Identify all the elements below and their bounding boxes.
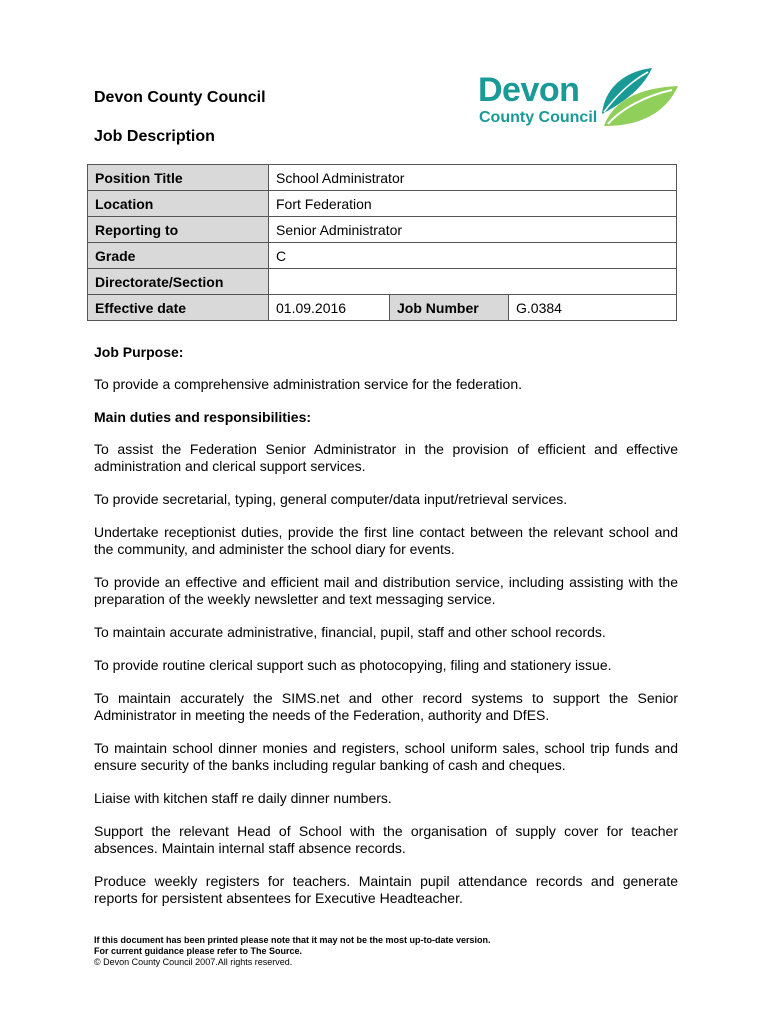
footer-version-note: If this document has been printed please note that it may not be the most up-to-date version. xyxy=(94,935,491,945)
duty-item: To assist the Federation Senior Administrator in the provision of efficient and effective administration and clerical support services. xyxy=(94,441,678,474)
table-row xyxy=(88,243,677,269)
reporting-to-value: Senior Administrator xyxy=(269,217,677,243)
leaf-icon xyxy=(594,64,680,134)
job-purpose-text: To provide a comprehensive administration service for the federation. xyxy=(94,376,522,392)
grade-value: C xyxy=(269,243,677,269)
organisation-name: Devon County Council xyxy=(94,89,266,106)
reporting-to-label: Reporting to xyxy=(88,217,269,243)
effective-date-label: Effective date xyxy=(88,295,269,321)
devon-county-council-logo xyxy=(476,64,686,134)
table-row xyxy=(88,295,677,321)
job-description-body xyxy=(94,344,678,907)
document-footer xyxy=(94,935,491,968)
location-label: Location xyxy=(88,191,269,217)
table-row xyxy=(88,165,677,191)
duty-item: Undertake receptionist duties, provide the first line contact between the relevant school and the community, and administer the school diary for events. xyxy=(94,524,678,557)
directorate-label: Directorate/Section xyxy=(88,269,269,295)
duty-item: Produce weekly registers for teachers. Maintain pupil attendance records and generate reports for persistent absentees for Executive Headteacher. xyxy=(94,873,678,906)
grade-label: Grade xyxy=(88,243,269,269)
logo-main-text: Devon xyxy=(478,71,580,109)
document-title: Job Description xyxy=(94,128,215,145)
footer-guidance-note: For current guidance please refer to The Source. xyxy=(94,946,303,956)
footer-copyright: © Devon County Council 2007.All rights reserved. xyxy=(94,957,293,967)
duty-item: To maintain school dinner monies and registers, school uniform sales, school trip funds and ensure security of the banks including regular banking of cash and cheques. xyxy=(94,740,678,773)
logo-sub-text: County Council xyxy=(479,109,598,126)
position-title-label: Position Title xyxy=(88,165,269,191)
position-title-value: School Administrator xyxy=(269,165,677,191)
job-purpose-heading: Job Purpose: xyxy=(94,344,184,360)
duty-item: Liaise with kitchen staff re daily dinner numbers. xyxy=(94,790,392,806)
duty-item: To maintain accurate administrative, financial, pupil, staff and other school records. xyxy=(94,624,606,640)
duty-item: To provide an effective and efficient mail and distribution service, including assisting with the preparation of the weekly newsletter and text messaging service. xyxy=(94,574,678,607)
job-number-value: G.0384 xyxy=(509,295,677,321)
duty-item: To provide routine clerical support such as photocopying, filing and stationery issue. xyxy=(94,657,612,673)
table-row xyxy=(88,191,677,217)
directorate-value xyxy=(269,269,677,295)
duty-item: Support the relevant Head of School with the organisation of supply cover for teacher absences. Maintain internal staff absence records. xyxy=(94,823,678,856)
location-value: Fort Federation xyxy=(269,191,677,217)
table-row xyxy=(88,217,677,243)
duty-item: To provide secretarial, typing, general computer/data input/retrieval services. xyxy=(94,491,568,507)
effective-date-value: 01.09.2016 xyxy=(269,295,390,321)
duties-heading: Main duties and responsibilities: xyxy=(94,409,312,425)
job-details-table xyxy=(87,164,677,321)
duty-item: To maintain accurately the SIMS.net and other record systems to support the Senior Administrator in meeting the needs of the Federation, authority and DfES. xyxy=(94,690,678,723)
job-number-label: Job Number xyxy=(390,295,509,321)
table-row xyxy=(88,269,677,295)
